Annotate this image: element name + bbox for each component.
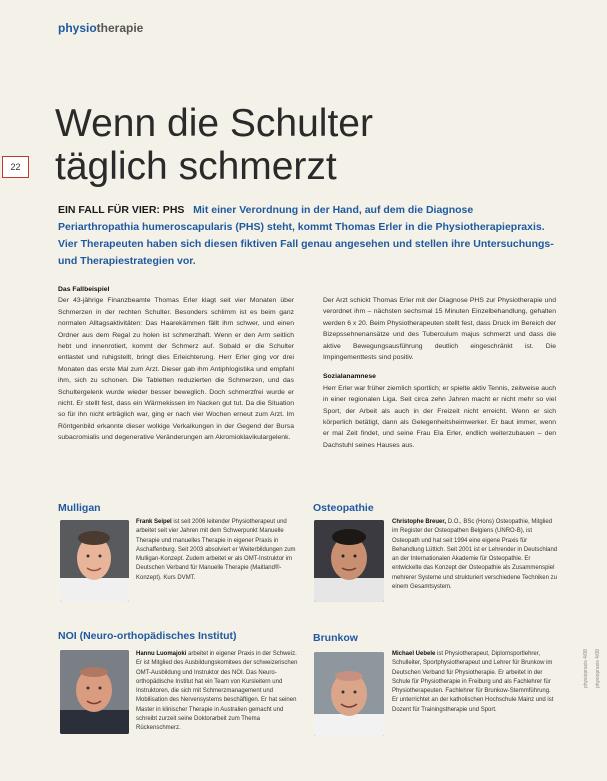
social-heading: Sozialanamnese xyxy=(323,373,376,381)
profile-text-mulligan xyxy=(136,518,298,583)
case-text-left: Der 43-jährige Finanzbeamte Thomas Erler klagt seit vier Monaten über Schmerzen in der rechten Schulter. Besonders schlimm ist es beim ganz normalen Alltagsaktivitäten: Das Haarekämmen fällt ihm schwer, und einen Ordner aus dem Regal zu holen ist schmerzhaft. Wenn er den Arm seitlich hebt und innenrotiert, kommt der Schmerz auf. Sobald er die Schulter entlastet und ruhigstellt, bringt dies Erleichterung. Herr Erler ging vor drei Monaten das erste Mal zum Arzt. Dieser gab ihm Antiphlogistika und empfahl ihm, sich zu schonen. Die Tabletten reduzierten die Schmerzen, und das Schultergelenk wurde wieder besser beweglich. Doch schmerzfrei wurde er nicht. Er stellt fest, dass ein Wärmekissen im Nacken gut tut. Da die Situation so für ihn nicht erträglich war, ging er nach vier Wochen erneut zum Arzt. Im Röntgenbild erkannte dieser wolkige Verkalkungen in der Gegend der Bursa subacromialis und degenerative Veränderungen am Akromioklavikulargelenk. xyxy=(58,297,294,442)
case-heading: Das Fallbeispiel xyxy=(58,286,110,293)
profile-name-brunkow: Michael Uebele xyxy=(392,651,436,657)
profile-heading-noi: NOI (Neuro-orthopädisches Institut) xyxy=(58,630,237,642)
headline-line-1: Wenn die Schulter xyxy=(55,102,373,145)
case-text-social: Herr Erler war früher ziemlich sportlich; er spielte aktiv Tennis, zeitweise auch in einer regionalen Liga. Seit circa zehn Jahren macht er nicht mehr so viel Sport, der Arbeit als auch in der Freizeit nicht erreicht. Wenn er sich körperlich betätigt, dann als Gelegenheitsheimwerker. Er baut immer, wenn er mal Zeit findet, und seine Frau Ela Erler, endlich weiterzubauen – den Dachstuhl seines Hauses aus. xyxy=(323,384,556,449)
edge-imprint-right: physiopraxis 4/08 xyxy=(595,649,601,688)
intro-paragraph xyxy=(58,202,556,270)
section-label xyxy=(58,21,143,35)
headline-line-2: täglich schmerzt xyxy=(55,145,337,188)
profile-heading-mulligan: Mulligan xyxy=(58,502,101,514)
case-text-right: Der Arzt schickt Thomas Erler mit der Diagnose PHS zur Physiotherapie und verordnet ihm – nächsten sechsmal 15 Minuten Einzelbehandlung, gehalten werden 6 x 20. Beim Physiotherapeuten stellt fest, dass Druck im Bereich der Bizepssehnenansätze und des Tuberculum majus schmerzt und dass die aktive Bewegungsausführung deutlich eingeschränkt ist. Die Impingementtests sind positiv. xyxy=(323,297,556,362)
profile-name-mulligan: Frank Seipel xyxy=(136,519,172,525)
intro-text: Mit einer Verordnung in der Hand, auf dem die Diagnose Periarthropathia humeroscapularis (PHS) steht, kommt Thomas Erler in die Physiotherapiepraxis. Vier Therapeuten haben sich diesen fiktiven Fall genau angesehen und stellen ihre Untersuchungs- und Therapiestrategien vor. xyxy=(58,204,554,267)
profile-heading-osteopathie: Osteopathie xyxy=(313,502,374,514)
case-column-right xyxy=(323,295,556,451)
intro-kicker: EIN FALL FÜR VIER: PHS xyxy=(58,204,185,216)
headline xyxy=(55,102,575,188)
profile-bio-noi: arbeitet in eigener Praxis in der Schweiz. Er ist Mitglied des Ausbildungskomitees der schweizerischen OMT-Ausbildung und Instruktor des NOI. Das Neuro-orthopädische Institut hat ein Team von Kursleitern und Instruktoren, die sich mit Schmerzmanagement und Mobilisation des Nervensystems beschäftigen. Er hat seinen Master in klinischer Therapie in Australien gemacht und schreibt zurzeit seine Doktorarbeit zum Thema Rückenschmerz. xyxy=(136,651,298,732)
profile-bio-osteopathie: D.O., BSc (Hons) Osteopathie, Mitglied im Register der Osteopathen Belgiens (UNRO-B), ist Osteopath und hat seit 1994 eine eigene Praxis für Behandlung Lüttich. Seit 2001 ist er Lehrender in Deutschland an der Internationalen Akademie für Osteopathie. Er entwickelte das Konzept der Osteopathie als Zusammenspiel mehrerer Systeme und strukturiert verschiedene Techniken zu einem Gesamtsystem. xyxy=(392,519,558,591)
page-number: 22 xyxy=(2,156,29,178)
therapist-photo-brunkow xyxy=(314,652,384,736)
edge-imprint-left: physiopraxis 4/08 xyxy=(583,649,589,688)
case-column-left xyxy=(58,284,294,444)
page-edge-imprint xyxy=(581,590,607,690)
therapist-photo-noi xyxy=(60,650,129,734)
section-label-bold: physio xyxy=(58,21,97,35)
therapist-photo-mulligan xyxy=(60,520,129,602)
profile-text-osteopathie xyxy=(392,518,558,592)
profile-text-brunkow xyxy=(392,650,558,715)
profile-bio-brunkow: ist Physiotherapeut, Diplomsportlehrer, Schulleiter, Sportphysiotherapeut und Lehrer für Brunkow im Deutschen Verband für Physiotherapie. Er arbeitet in der Schule für Physiotherapie in Freiburg und als Fachlehrer für Physiotherapeuten. Fachlehrer für Brunkow-Stemmführung. Er unterrichtet an der katholischen Hochschule Mainz und ist Dozent für Trainingstherapie und Sport. xyxy=(392,651,554,713)
profile-text-noi xyxy=(136,650,300,734)
therapist-photo-osteopathie xyxy=(314,520,384,602)
section-label-rest: therapie xyxy=(96,21,144,35)
profile-name-osteopathie: Christophe Breuer, xyxy=(392,519,447,525)
profile-bio-mulligan: ist seit 2006 leitender Physiotherapeut und arbeitet seit vier Jahren mit dem Schwerpunkt Manuelle Therapie und manuelles Therapie in eigener Praxis in Aschaffenburg. Seit 2003 absolviert er Weiterbildungen zum Mulligan-Konzept. Zudem arbeitet er als OMT-Instruktor im Deutschen Verband für Manuelle Therapie (Maitland®-Konzept). Kurs DVMT. xyxy=(136,519,296,581)
profile-heading-brunkow: Brunkow xyxy=(313,632,358,644)
profile-name-noi: Hannu Luomajoki xyxy=(136,651,187,657)
